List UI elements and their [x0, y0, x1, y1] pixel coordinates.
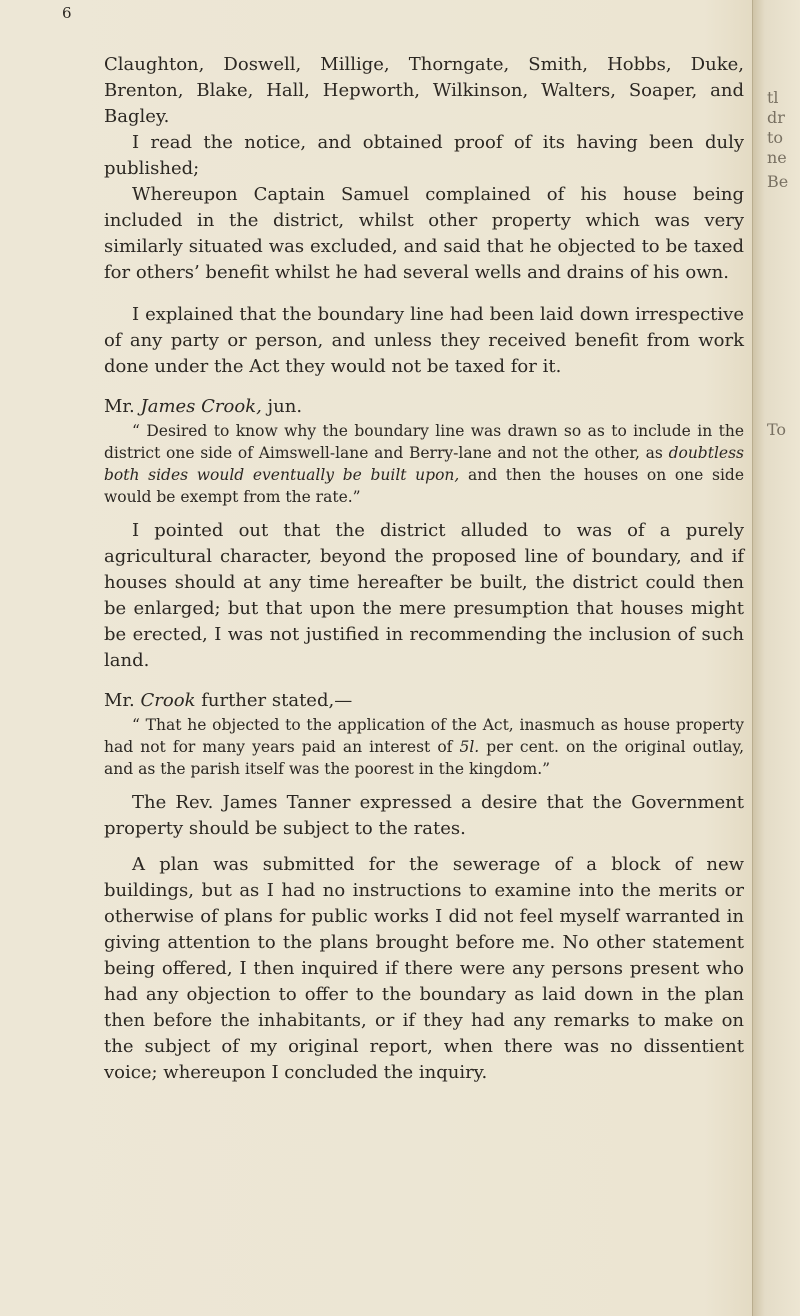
gutter-fragment: to: [767, 128, 784, 147]
quote-text-end: per cent. on the original outlay, and as the parish itself was the poorest in the kingdom.”: [104, 738, 744, 778]
page-number: 6: [62, 4, 72, 22]
gutter-fragment: Be: [767, 172, 789, 191]
gutter-fragment: dr: [767, 108, 785, 127]
speaker-name: James Crook,: [140, 396, 262, 417]
body-text: [104, 52, 744, 1086]
paragraph-notice: I read the notice, and obtained proof of its having been duly published;: [104, 132, 744, 179]
gutter-fragment: To: [767, 420, 787, 439]
quote-text: “ Desired to know why the boundary line was drawn so as to include in the district one side of Aimswell-lane and Berry-lane and not the other, as: [104, 422, 744, 462]
quote-objection: [104, 714, 744, 780]
gutter-fragment: tl: [767, 88, 779, 107]
quote-text-end: and then the houses on one side would be exempt from the rate.”: [104, 466, 744, 506]
facing-page-gutter: [752, 0, 800, 1316]
speaker-prefix: Mr.: [104, 690, 141, 711]
paragraph-names: Claughton, Doswell, Millige, Thorngate, Smith, Hobbs, Duke, Brenton, Blake, Hall, Hepworth, Wilkinson, Walters, Soaper, and Bagley.: [104, 54, 744, 127]
speaker-suffix: further stated,—: [195, 690, 353, 711]
gutter-fragment: ne: [767, 148, 787, 167]
paragraph-explanation: I explained that the boundary line had been laid down irrespective of any party or person, and unless they received benefit from work done under the Act they would not be taxed for it.: [104, 304, 744, 377]
quote-italic: doubtless both sides would eventually be built upon,: [104, 444, 744, 484]
speaker-prefix: Mr.: [104, 396, 141, 417]
speaker-name: Crook: [140, 690, 196, 711]
paragraph-tanner: The Rev. James Tanner expressed a desire that the Government property should be subject to the rates.: [104, 792, 744, 839]
paragraph-captain-samuel: Whereupon Captain Samuel complained of his house being included in the district, whilst other property which was very similarly situated was excluded, and said that he objected to be taxed for others’ benefit whilst he had several wells and drains of his own.: [104, 184, 744, 283]
paragraph-reply: I pointed out that the district alluded to was of a purely agricultural character, beyond the proposed line of boundary, and if houses should at any time hereafter be built, the district could then be enlarged; but that upon the mere presumption that houses might be erected, I was not justified in recommending the inclusion of such land.: [104, 520, 744, 671]
speaker-heading-crook: [104, 394, 744, 420]
quote-text: “ That he objected to the application of the Act, inasmuch as house property had not for many years paid an interest of: [104, 716, 744, 756]
paragraph-plan: A plan was submitted for the sewerage of a block of new buildings, but as I had no instructions to examine into the merits or otherwise of plans for public works I did not feel myself warranted in giving attention to the plans brought before me. No other statement being offered, I then inquired if there were any persons present who had any objection to offer to the boundary as laid down in the plan then before the inhabitants, or if they had any remarks to make on the subject of my original report, when there was no dissentient voice; whereupon I concluded the inquiry.: [104, 854, 744, 1083]
speaker-heading-crook-2: [104, 688, 744, 714]
quote-boundary: [104, 420, 744, 508]
speaker-suffix: jun.: [261, 396, 303, 417]
quote-italic: 5l.: [459, 738, 480, 756]
